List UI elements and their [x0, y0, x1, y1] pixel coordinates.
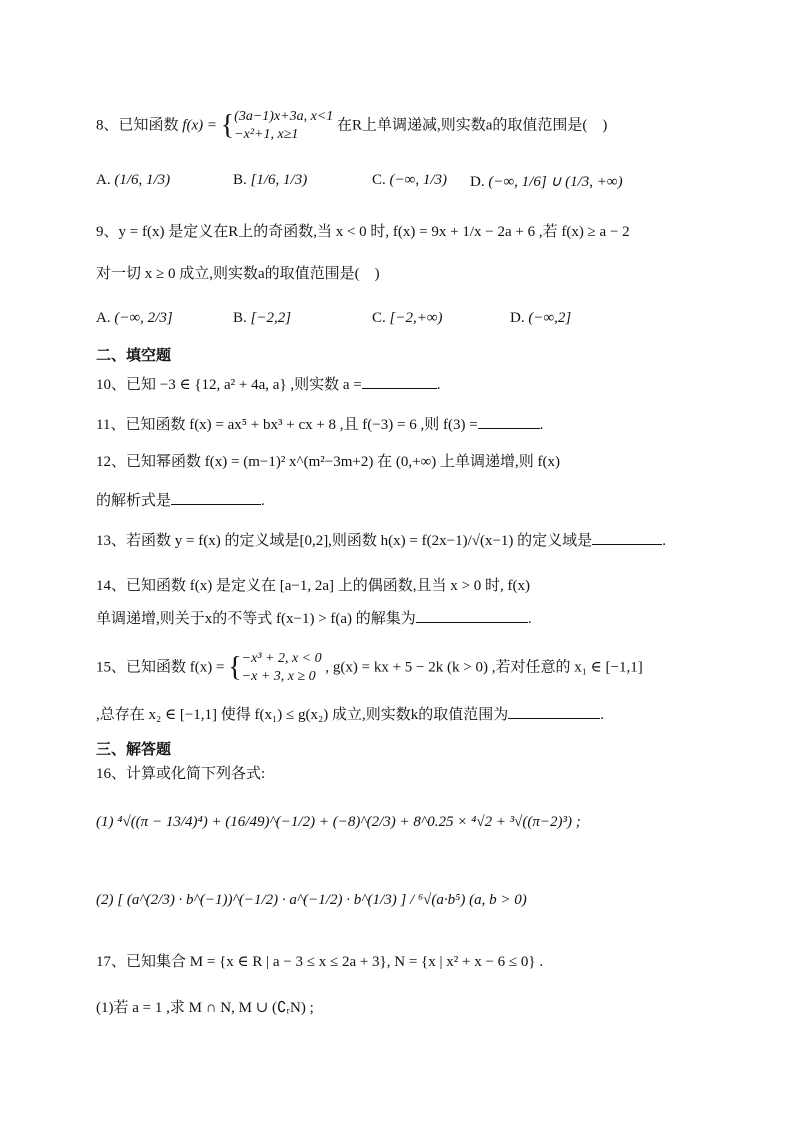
problem-text: y = f(x) 是定义在R上的奇函数,当 x < 0 时, f(x) = 9x + 1/x − 2a + 6 ,若 f(x) ≥ a − 2 — [118, 224, 630, 240]
expression: (2) [ (a^(2/3) · b^(−1))^(−1/2) · a^(−1/2) · b^(1/3) ] / ⁶√(a·b⁵) (a, b > 0) — [96, 892, 527, 908]
problem-12-cont: 的解析式是 . — [96, 490, 265, 511]
problem-16 — [96, 764, 265, 784]
problem-text: 12、已知幂函数 f(x) = (m−1)² x^(m²−3m+2) 在 (0,+∞) 上单调递增,则 f(x) — [96, 454, 560, 470]
problem-14 — [96, 576, 530, 596]
case-1: −x³ + 2, x < 0 — [241, 651, 322, 666]
problem-16-part-2 — [96, 890, 527, 910]
case-1: (3a−1)x+3a, x<1 — [234, 109, 334, 124]
problem-14-cont: 单调递增,则关于x的不等式 f(x−1) > f(a) 的解集为 . — [96, 608, 532, 629]
problem-text: ,总存在 x₂ ∈ [−1,1] 使得 f(x₁) ≤ g(x₂) 成立,则实数k的取值范围为 — [96, 707, 509, 723]
problem-text: 13、若函数 y = f(x) 的定义域是[0,2],则函数 h(x) = f(2x−1)/√(x−1) 的定义域是 — [96, 533, 593, 549]
option-label: A. — [96, 172, 111, 188]
problem-12 — [96, 452, 560, 472]
option-label: B. — [233, 172, 247, 188]
option-d — [510, 310, 571, 327]
problem-suffix: 在R上单调递减,则实数a的取值范围是( ) — [337, 117, 608, 134]
option-label: D. — [470, 174, 485, 190]
problem-text: 17、已知集合 M = {x ∈ R | a − 3 ≤ x ≤ 2a + 3}, N = {x | x² + x − 6 ≤ 0} . — [96, 954, 544, 970]
option-text: [1/6, 1/3) — [250, 172, 308, 188]
answer-blank — [508, 704, 600, 719]
option-d — [470, 172, 623, 191]
problem-9 — [96, 222, 630, 242]
problem-number: 9、 — [96, 224, 119, 240]
problem-16-part-1 — [96, 812, 581, 832]
problem-9-cont — [96, 264, 380, 284]
problem-text: 11、已知函数 f(x) = ax⁵ + bx³ + cx + 8 ,且 f(−3) = 6 ,则 f(3) = — [96, 417, 478, 433]
piecewise-cases — [234, 108, 333, 144]
option-text: (−∞,2] — [528, 310, 572, 326]
problem-text: 的解析式是 — [96, 493, 172, 509]
option-b — [233, 172, 307, 189]
answer-blank — [171, 490, 261, 505]
problem-17-part-1 — [96, 998, 314, 1018]
option-text: (−∞, 1/6] ∪ (1/3, +∞) — [488, 174, 623, 190]
problem-15 — [96, 650, 643, 686]
piecewise-cases — [242, 650, 322, 686]
problem-11: 11、已知函数 f(x) = ax⁵ + bx³ + cx + 8 ,且 f(−3) = 6 ,则 f(3) = . — [96, 414, 543, 435]
problem-8 — [96, 108, 607, 144]
case-2: −x + 3, x ≥ 0 — [241, 669, 316, 684]
section-heading: 二、填空题 — [96, 346, 172, 364]
option-a — [96, 172, 170, 189]
answer-blank — [362, 374, 437, 389]
problem-text: 15、已知函数 f(x) = — [96, 659, 225, 676]
problem-text: 对一切 x ≥ 0 成立,则实数a的取值范围是( ) — [96, 266, 380, 282]
option-text: (−∞, 1/3) — [389, 172, 447, 188]
problem-text: 14、已知函数 f(x) 是定义在 [a−1, 2a] 上的偶函数,且当 x > 0 时, f(x) — [96, 578, 530, 594]
option-a — [96, 310, 173, 327]
option-c — [372, 310, 443, 327]
option-label: C. — [372, 172, 386, 188]
problem-text: 16、计算或化简下列各式: — [96, 766, 266, 782]
problem-text: 10、已知 −3 ∈ {12, a² + 4a, a} ,则实数 a = — [96, 377, 362, 393]
option-b — [233, 310, 291, 327]
problem-number: 8、 — [96, 117, 119, 134]
option-label: D. — [510, 310, 525, 326]
option-text: (−∞, 2/3] — [114, 310, 173, 326]
brace: { — [228, 652, 242, 683]
option-label: A. — [96, 310, 111, 326]
problem-text: (1)若 a = 1 ,求 M ∩ N, M ∪ (∁ᵣN) ; — [96, 1000, 314, 1016]
section-heading: 三、解答题 — [96, 740, 172, 758]
option-c — [372, 172, 447, 189]
answer-blank — [592, 530, 662, 545]
case-2: −x²+1, x≥1 — [234, 127, 299, 142]
brace: { — [220, 110, 235, 141]
answer-blank — [416, 608, 528, 623]
answer-blank — [478, 414, 540, 429]
option-text: [−2,2] — [250, 310, 292, 326]
option-label: C. — [372, 310, 386, 326]
problem-text: , g(x) = kx + 5 − 2k (k > 0) ,若对任意的 x₁ ∈ [−1,1] — [325, 659, 643, 676]
expression: (1) ⁴√((π − 13/4)⁴) + (16/49)^(−1/2) + (−8)^(2/3) + 8^0.25 × ⁴√2 + ³√((π−2)³) ; — [96, 814, 581, 830]
problem-10: 10、已知 −3 ∈ {12, a² + 4a, a} ,则实数 a = . — [96, 374, 441, 395]
problem-13: 13、若函数 y = f(x) 的定义域是[0,2],则函数 h(x) = f(2x−1)/√(x−1) 的定义域是 . — [96, 530, 666, 551]
problem-15-cont: ,总存在 x₂ ∈ [−1,1] 使得 f(x₁) ≤ g(x₂) 成立,则实数k的取值范围为 . — [96, 704, 604, 725]
problem-text: 单调递增,则关于x的不等式 f(x−1) > f(a) 的解集为 — [96, 611, 416, 627]
option-label: B. — [233, 310, 247, 326]
problem-17 — [96, 952, 543, 972]
function-name: f(x) = — [182, 117, 217, 134]
option-text: [−2,+∞) — [389, 310, 443, 326]
option-text: (1/6, 1/3) — [114, 172, 171, 188]
problem-text: 已知函数 — [118, 117, 179, 134]
